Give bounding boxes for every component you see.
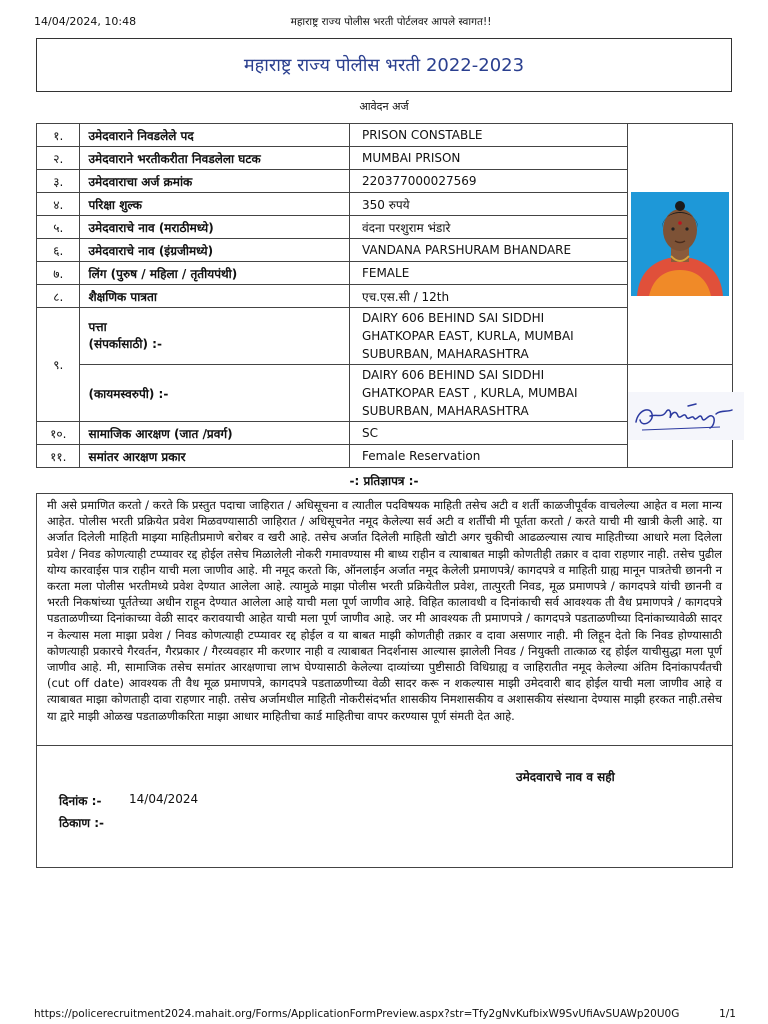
candidate-photo-icon <box>631 192 729 296</box>
form-title: महाराष्ट्र राज्य पोलीस भरती 2022-2023 <box>36 38 732 92</box>
form-subtitle: आवेदन अर्ज <box>359 100 409 113</box>
signature-section <box>36 745 733 868</box>
row-label: समांतर आरक्षण प्रकार <box>80 445 349 468</box>
row-number: २. <box>37 147 80 170</box>
print-page-title: महाराष्ट्र राज्य पोलीस भरती पोर्टलवर आपले स्वागत!! <box>290 16 492 28</box>
row-value: 350 रुपये <box>349 193 627 216</box>
signature-label: उमेदवाराचे नाव व सही <box>516 770 615 784</box>
print-datetime: 14/04/2024, 10:48 <box>34 15 137 28</box>
row-value: SC <box>349 422 627 445</box>
row-number: ५. <box>37 216 80 239</box>
page-count: 1/1 <box>719 1008 736 1020</box>
row-number: ६. <box>37 239 80 262</box>
address-contact-label <box>80 308 349 365</box>
permanent-address-label: (कायमस्वरुपी) :- <box>80 365 349 422</box>
row-label: उमेदवाराचे नाव (इंग्रजीमध्ये) <box>80 239 349 262</box>
row-value: एच.एस.सी / 12th <box>349 285 627 308</box>
page-url: https://policerecruitment2024.mahait.org/Forms/ApplicationFormPreview.aspx?str=Tfy2gNvKufbixW9SvUfiAvSUAWp20U0G <box>34 1008 680 1020</box>
row-number: ३. <box>37 170 80 193</box>
row-number: ९. <box>37 308 80 422</box>
permanent-address-value: DAIRY 606 BEHIND SAI SIDDHI GHATKOPAR EAST , KURLA, MUMBAI SUBURBAN, MAHARASHTRA <box>349 365 627 422</box>
row-label: लिंग (पुरुष / महिला / तृतीयपंथी) <box>80 262 349 285</box>
row-number: ८. <box>37 285 80 308</box>
row-label: शैक्षणिक पात्रता <box>80 285 349 308</box>
declaration-text: मी असे प्रमाणित करतो / करते कि प्रस्तुत पदाचा जाहिरात / अधिसूचना व त्यातील पदविषयक माहिती तसेच अटी व शर्ती काळजीपूर्वक वाचलेल्या आहेत व मला मान्य आहेत. पोलीस भरती प्रक्रियेत प्रवेश मिळवण्यासाठी जाहिरात / अधिसूचनेत नमूद केलेल्या सर्व अटी व शर्तींची मी पूर्तता करतो / करते याची मी खात्री केली आहे. या अर्जात दिलेली माहिती माझ्या माहितीप्रमाणे बरोबर व खरी आहे. तसेच अर्जात दिलेली माहिती खोटी अगर चुकीची आढळल्यास त्याच माहितीच्या आधारे मला दिलेला प्रवेश / निवड कोणत्याही टप्प्यावर रद्द होईल तसेच मिळालेली नोकरी गमावण्यास मी बाध्य राहीन व त्याबाबत माझी कोणतीही तक्रार व दावा राहणार नाही. तसेच पुढील योग्य कारवाईस पात्र राहीन याची मला जाणीव आहे. मी नमूद करतो कि, ऑनलाईन अर्जात नमूद केलेली प्रमाणपत्रे/ कागदपत्रे व माहिती ग्राह्य मानून पात्रतेची छाननी न करता मला पोलीस भरतीमध्ये प्रवेश देण्यात आलेला आहे. त्यामुळे माझा पोलीस भरती प्रक्रियेतील प्रवेश, तात्पुरती निवड, मूळ प्रमाणपत्रे / कागदपत्रे यांची छाननी व भरती निकषांच्या पूर्ततेच्या अधीन राहून देण्यात आलेला आहे याची मला पूर्ण जाणीव आहे. विहित कालावधी व दिनांकाची सर्व आवश्यक ती वैध प्रमाणपत्रे / कागदपत्रे पडताळणीच्या दिनांकाच्या वेळी सादर करावयाची आहेत याची मला पूर्ण जाणीव आहे. जर मी आवश्यक ती प्रमाणपत्रे / कागदपत्रे पडताळणीच्या दिनांकाच्यावेळी सादर न केल्यास मला माझा प्रवेश / निवड कोणत्याही टप्प्यावर रद्द होईल व या बाबत माझी कोणतीही तक्रार व दावा असणार नाही. मी लिहून देतो कि निवड होण्यासाठी कोणत्याही प्रकारचे गैरवर्तन, गैरप्रकार / गैरव्यवहार मी करणार नाही व त्याबाबत निदर्शनास आल्यास झालेली निवड / नियुक्ती तात्काळ रद्द होईल याचीसुद्धा मला पूर्ण जाणीव आहे. मी, सामाजिक तसेच समांतर आरक्षणाचा लाभ घेण्यासाठी केलेल्या दाव्यांच्या पुष्टीसाठी विधिग्राह्य व जाहिरातीत नमूद केलेल्या अंतिम दिनांकापर्यंतची (cut off date) आवश्यक ती वैध मूळ प्रमाणपत्रे, कागदपत्रे पडताळणीच्या वेळी सादर करू न शकल्यास माझी उमेदवारी बाद होईल याची मला जाणीव आहे व त्याबाबत माझा कोणताही दावा राहणार नाही. तसेच अर्जामधील माहिती नोकरीसंदर्भात शासकीय निमशासकीय व अशासकीय संस्थाना देण्यास माझी हरकत नाही.तसेच या द्वारे माझी ओळख पडताळणीकरिता माझा आधार माहितीचा कार्ड माहितीचा वापर करण्यास पूर्ण संमती देत आहे. <box>36 493 733 746</box>
date-value: 14/04/2024 <box>129 792 199 806</box>
address-label: पत्ता <box>88 320 107 334</box>
row-number: ११. <box>37 445 80 468</box>
candidate-photo <box>631 192 729 296</box>
place-label: ठिकाण :- <box>59 816 105 830</box>
row-label: परिक्षा शुल्क <box>80 193 349 216</box>
row-label: उमेदवाराचे नाव (मराठीमध्ये) <box>80 216 349 239</box>
row-value: PRISON CONSTABLE <box>349 124 627 147</box>
row-label: उमेदवाराने निवडलेले पद <box>80 124 349 147</box>
row-number: १०. <box>37 422 80 445</box>
signature-cell <box>627 365 732 468</box>
row-label: सामाजिक आरक्षण (जात /प्रवर्ग) <box>80 422 349 445</box>
row-number: १. <box>37 124 80 147</box>
row-label: उमेदवाराने भरतीकरीता निवडलेला घटक <box>80 147 349 170</box>
candidate-signature <box>628 392 744 440</box>
row-value: Female Reservation <box>349 445 627 468</box>
row-number: ४. <box>37 193 80 216</box>
row-value: वंदना परशुराम भंडारे <box>349 216 627 239</box>
row-label: उमेदवाराचा अर्ज क्रमांक <box>80 170 349 193</box>
declaration-title: -: प्रतिज्ञापत्र :- <box>349 474 419 488</box>
print-header <box>34 15 748 31</box>
signature-icon <box>628 392 744 440</box>
row-value: MUMBAI PRISON <box>349 147 627 170</box>
row-value: VANDANA PARSHURAM BHANDARE <box>349 239 627 262</box>
contact-address-label: (संपर्कासाठी) :- <box>88 337 162 351</box>
row-value: FEMALE <box>349 262 627 285</box>
row-value: 220377000027569 <box>349 170 627 193</box>
contact-address-value: DAIRY 606 BEHIND SAI SIDDHI GHATKOPAR EAST, KURLA, MUMBAI SUBURBAN, MAHARASHTRA <box>349 308 627 365</box>
row-number: ७. <box>37 262 80 285</box>
application-details-table <box>36 123 733 468</box>
photo-cell <box>627 124 732 365</box>
date-label: दिनांक :- <box>59 794 102 808</box>
table-row <box>37 124 733 147</box>
table-row <box>37 365 733 422</box>
